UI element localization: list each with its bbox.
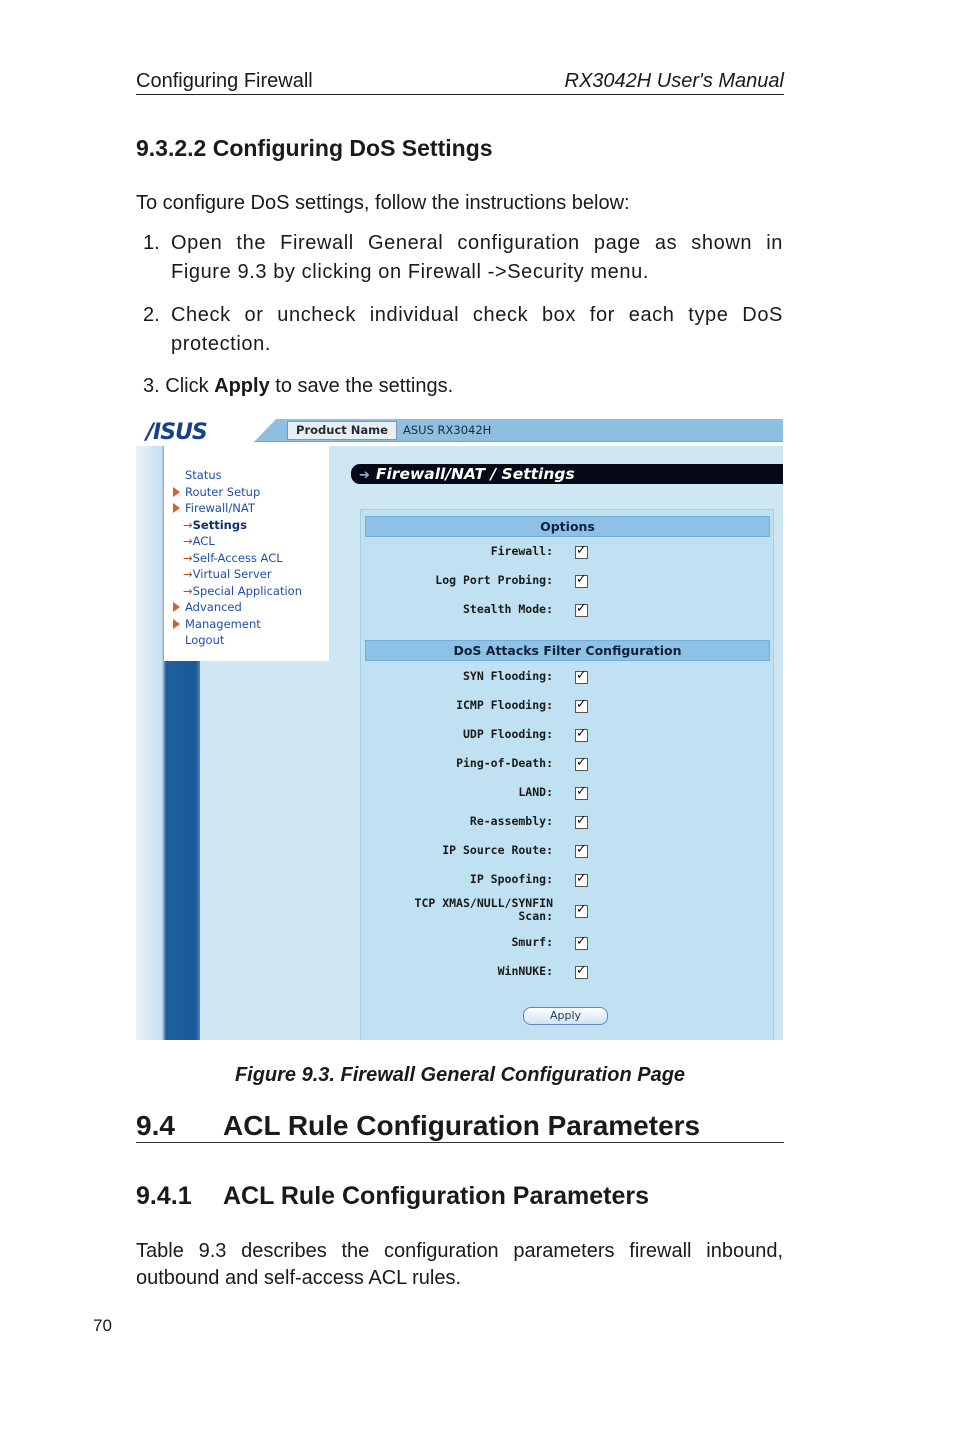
arrow-right-icon: →	[183, 534, 193, 548]
dos-option-checkbox[interactable]	[575, 816, 588, 829]
settings-panel	[360, 509, 774, 1040]
section-941-body: Table 9.3 describes the configuration parameters firewall inbound, outbound and self-access ACL rules.	[136, 1240, 783, 1289]
nav-item-label: Logout	[185, 633, 225, 647]
asus-logo: /ISUS	[146, 420, 207, 445]
nav-item-label: Status	[185, 468, 222, 482]
dos-option-checkbox[interactable]	[575, 787, 588, 800]
nav-item-label: Settings	[192, 518, 247, 532]
section-941-title: ACL Rule Configuration Parameters	[223, 1182, 650, 1210]
option-checkbox[interactable]	[575, 546, 588, 559]
product-name-label: Product Name	[287, 421, 397, 440]
nav-item-label: Router Setup	[185, 485, 261, 499]
dos-option-label: WinNUKE:	[497, 964, 553, 978]
arrow-right-icon: →	[183, 584, 193, 598]
page-title-bar	[351, 464, 783, 484]
arrow-right-icon: ➔	[359, 468, 370, 483]
nav-item-advanced[interactable]	[173, 600, 242, 614]
step-3-pre: Click	[165, 375, 215, 397]
dos-option-label: UDP Flooding:	[462, 727, 553, 741]
dos-option-label: ICMP Flooding:	[456, 698, 553, 712]
options-heading: Options	[365, 516, 770, 537]
dos-option-checkbox[interactable]	[575, 758, 588, 771]
dos-option-label: Re-assembly:	[469, 814, 553, 828]
nav-item-logout[interactable]	[185, 633, 224, 647]
arrow-right-icon: →	[183, 551, 193, 565]
step-1-text: Open the Firewall General configuration page as shown in Figure 9.3 by clicking on Firewall ->Security menu.	[171, 232, 783, 283]
nav-item-settings[interactable]	[183, 518, 247, 532]
nav-item-label: Management	[185, 617, 261, 631]
figure-caption: Figure 9.3. Firewall General Configuration Page	[234, 1064, 686, 1086]
nav-item-label: ACL	[192, 534, 215, 548]
triangle-right-icon	[173, 619, 180, 629]
dos-option-checkbox[interactable]	[575, 729, 588, 742]
nav-item-acl[interactable]	[183, 534, 215, 548]
running-header-right: RX3042H User's Manual	[564, 70, 784, 92]
section-heading-94	[136, 1110, 784, 1143]
step-3-number: 3.	[143, 375, 160, 397]
section-941-number: 9.4.1	[136, 1182, 192, 1210]
apply-button[interactable]: Apply	[523, 1007, 608, 1025]
nav-item-label: Self-Access ACL	[192, 551, 283, 565]
arrow-right-icon: →	[183, 567, 193, 581]
option-label: Log Port Probing:	[435, 573, 553, 587]
dos-heading: DoS Attacks Filter Configuration	[365, 640, 770, 661]
intro-text: To configure DoS settings, follow the instructions below:	[136, 192, 630, 214]
nav-item-virtual-server[interactable]	[183, 567, 272, 581]
section-heading-941	[136, 1182, 649, 1211]
nav-item-router-setup[interactable]	[173, 485, 260, 499]
dos-option-checkbox[interactable]	[575, 937, 588, 950]
step-1	[143, 229, 783, 287]
nav-item-label: Special Application	[192, 584, 302, 598]
nav-item-label: Virtual Server	[192, 567, 272, 581]
dos-option-label: IP Spoofing:	[469, 872, 553, 886]
running-header-left: Configuring Firewall	[136, 70, 313, 92]
triangle-right-icon	[173, 487, 180, 497]
step-3-post: to save the settings.	[269, 375, 454, 397]
dos-option-label: Ping-of-Death:	[456, 756, 553, 770]
arrow-right-icon: →	[183, 518, 193, 532]
router-screenshot	[136, 419, 783, 1040]
section-heading-9322: 9.3.2.2 Configuring DoS Settings	[136, 135, 493, 161]
page-number: 70	[93, 1316, 112, 1335]
dos-option-checkbox[interactable]	[575, 700, 588, 713]
nav-item-management[interactable]	[173, 617, 261, 631]
dos-option-label: SYN Flooding:	[462, 669, 553, 683]
step-2	[143, 301, 783, 359]
dos-option-checkbox[interactable]	[575, 905, 588, 918]
screenshot-topbar	[136, 419, 783, 446]
step-2-text: Check or uncheck individual check box for each type DoS protection.	[171, 304, 783, 355]
dos-option-label: IP Source Route:	[442, 843, 553, 857]
step-3	[143, 372, 453, 401]
triangle-right-icon	[173, 602, 180, 612]
dos-option-checkbox[interactable]	[575, 845, 588, 858]
option-label: Firewall:	[490, 544, 553, 558]
section-94-number: 9.4	[136, 1110, 175, 1141]
running-header	[136, 70, 784, 95]
option-label: Stealth Mode:	[462, 602, 553, 616]
nav-item-label: Firewall/NAT	[185, 501, 255, 515]
nav-item-special-application[interactable]	[183, 584, 302, 598]
option-checkbox[interactable]	[575, 575, 588, 588]
nav-item-firewall-nat[interactable]	[173, 501, 255, 515]
page-title: Firewall/NAT / Settings	[375, 465, 575, 483]
dos-option-label: TCP XMAS/NULL/SYNFIN Scan:	[414, 896, 553, 923]
step-1-number: 1.	[143, 232, 160, 254]
product-name-value: ASUS RX3042H	[403, 423, 492, 437]
nav-item-self-access-acl[interactable]	[183, 551, 283, 565]
step-3-bold: Apply	[214, 375, 270, 397]
option-checkbox[interactable]	[575, 604, 588, 617]
dos-option-checkbox[interactable]	[575, 966, 588, 979]
step-2-number: 2.	[143, 304, 160, 326]
dos-option-checkbox[interactable]	[575, 671, 588, 684]
dos-option-label: Smurf:	[511, 935, 553, 949]
nav-item-label: Advanced	[185, 600, 242, 614]
dos-option-checkbox[interactable]	[575, 874, 588, 887]
dos-option-label: LAND:	[518, 785, 553, 799]
section-94-title: ACL Rule Configuration Parameters	[223, 1110, 701, 1141]
nav-item-status[interactable]	[185, 468, 222, 482]
triangle-right-icon	[173, 503, 180, 513]
